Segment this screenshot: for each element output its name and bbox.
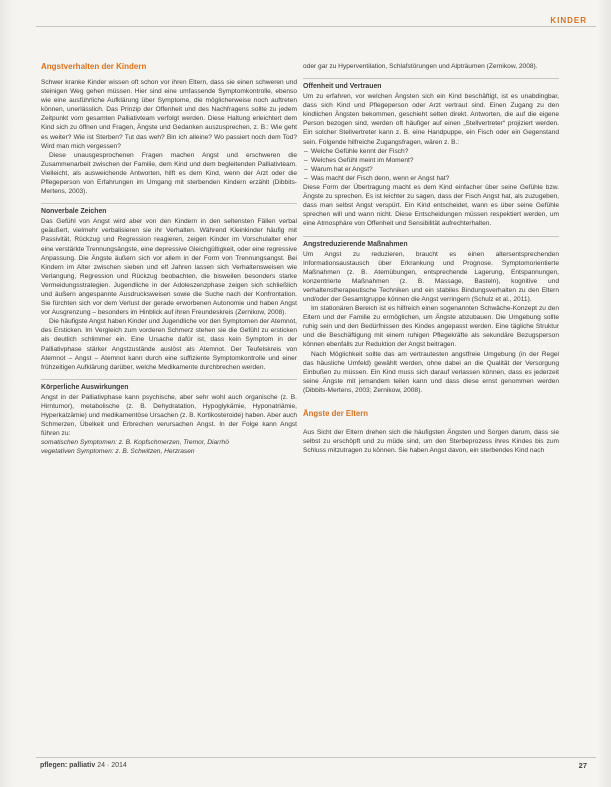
journal-name: pflegen: palliativ <box>40 762 96 769</box>
parent-fears-heading: Ängste der Eltern <box>303 409 368 418</box>
nonverbal-paragraph-2: Die häufigste Angst haben Kinder und Jugendliche vor den Symptomen der Atemnot, des Ersticken. Im Vergleich zum vorderen Schmerz stehen sie die Gefühl zu ersticken als deutlich schlimmer ein. Eine Ursache dafür ist, dass kein Symptom in der Palliativphase stärker Angstzustände auslöst als Atemnot. Der Teufelskreis von Atemnot – Angst – Atemnot kann durch eine suffiziente Symptomkontrolle und einer frühzeitigen Aufklärung darüber, welche Medikamente durchbrechen werden. <box>41 318 297 371</box>
subheading-koerperlich: Körperliche Auswirkungen <box>41 383 129 391</box>
section-tag: KINDER <box>550 16 587 25</box>
subheading-nonverbal: Nonverbale Zeichen <box>41 208 107 216</box>
list-item: – Warum hat er Angst? <box>303 165 559 174</box>
footer-rule <box>36 757 596 758</box>
list-item: – Was macht der Fisch denn, wenn er Angst hat? <box>303 174 559 183</box>
continuation-text: oder gar zu Hyperventilation, Schlafstörungen und Alpträumen (Zernikow, 2008). <box>303 63 538 70</box>
massnahmen-paragraph-2: Im stationären Bereich ist es hilfreich einen sogenannten Schwäche-Konzept zu den Eltern und der Familie zu ermöglichen, um Ängste abzubauen. Die Umgebung sollte ruhig sein und den Bedürfnissen des Kindes angepasst werden. Eine tägliche Struktur und die Beschäftigung mit einem ruhigen Pflegekräfte als sekundäre Bezugsperson können ebenfalls zur Reduktion der Angst beitragen. <box>303 305 559 349</box>
left-column <box>41 62 297 456</box>
section-divider <box>303 236 559 237</box>
page-number: 27 <box>578 761 587 770</box>
parent-fears-paragraph: Aus Sicht der Eltern drehen sich die häufigsten Ängsten und Sorgen darum, dass sie selbst zu erschöpft und zu müde sind, um den Sterbeprozess ihres Kindes bis zum Schluss mitzutragen zu können. Sie haben Angst davon, ein sterbendes Kind nach <box>303 429 559 455</box>
list-item: – Welches Gefühl meint im Moment? <box>303 156 559 165</box>
section-divider <box>41 203 297 204</box>
intro-paragraph-1: Schwer kranke Kinder wissen oft schon vor ihren Eltern, dass sie einen schweren und steinigen Weg gehen müssen. Hier sind eine umfassende Symptomkontrolle, ebenso wie eine ausführliche Aufklärung über Symptome, die möglicherweise noch auftreten können, unerlässlich. Das Prinzip der Offenheit und des Nachfragens sollte zu jedem Zeitpunkt vom gesamten Palliativteam verfolgt werden. Diese Haltung erleichtert dem Kind sich zu öffnen und Fragen, Ängste und Gedanken auszusprechen, z. B.: Wie geht es weiter? Wie ist Sterben? Tut das weh? Bin ich alleine? Wo passiert noch dem Tod? Wird man mich vergessen? <box>41 79 297 150</box>
massnahmen-paragraph-3: Nach Möglichkeit sollte das am vertrautesten angstfreie Umgebung (in der Regel das häusliche Umfeld) gewählt werden, ohne dabei an die Qualität der Versorgung Einbußen zu müssen. Ein Kind muss sich darauf verlassen können, dass es jederzeit seine Ängste mit jemandem teilen kann und dass diese ernst genommen werden (Dibbits-Mertens, 2003; Zernikow, 2008). <box>303 350 559 394</box>
koerperlich-item-1: somatischen Symptomen: z. B. Kopfschmerzen, Tremor, Diarrhö <box>41 439 229 447</box>
spacer <box>303 395 559 409</box>
right-column <box>303 62 559 455</box>
list-item: – Welche Gefühle kennt der Fisch? <box>303 147 559 156</box>
subheading-offenheit: Offenheit und Vertrauen <box>303 83 382 91</box>
header-rule <box>36 26 596 27</box>
massnahmen-paragraph-1: Um Angst zu reduzieren, braucht es einen altersentsprechenden Informationsaustausch über Erkrankung und Prognose. Symptomorientierte Maßnahmen (z. B. Atemübungen, entsprechende Lagerung, Entspannungen, konzentrierte Maßnahmen (z. B. Massage, Basteln), kognitive und verhaltenstherapeutische Techniken und ein stabiles Bindungsverhalten zu den Eltern und/oder der Gesamtgruppe können die Angst verringern (Schulz et al., 2011). <box>303 250 559 303</box>
offenheit-paragraph: Um zu erfahren, vor welchen Ängsten sich ein Kind beschäftigt, ist es unabdingbar, dass sich Kind und Pflegeperson oder Arzt vertraut sind. Einen Zugang zu den kindlichen Ängsten bekommen, geschieht selten direkt. Antworten, die auf die eigene Person bezogen sind, werden oft häufiger auf einen „Stellvertreter“ projiziert werden. Ein solcher Stellvertreter kann z. B. eine Handpuppe, ein Fisch oder ein Gegenstand sein. Folgende hilfreiche Zugangsfragen, wären z. B.: <box>303 93 559 146</box>
koerperlich-paragraph: Angst in der Palliativphase kann psychische, aber sehr wohl auch organische (z. B. Hirntumor), metabolische (z. B. Dehydratation, Hypoglykämie, Hyponatriämie, Hyperkalzämie) und medikamentöse Ursachen (z. B. Kortikosteroide) haben. Aber auch Schmerzen, Übelkeit und Erbrechen verursachen Angst. In der Folge kann Angst führen zu: <box>41 393 297 438</box>
article-heading: Angstverhalten der Kindern <box>41 62 147 71</box>
footer-journal <box>40 762 127 769</box>
section-divider <box>41 379 297 380</box>
nonverbal-paragraph-1: Das Gefühl von Angst wird aber von den Kindern in den seltensten Fällen verbal geäußert, vielmehr verbalisieren sie ihr Verhalten. Während Kleinkinder häufig mit Passivität, Rückzug und Regression reagieren, zeigen Kinder im Vorschulalter eher eine verstärkte Trennungsängste, eine depressive Gleichgültigkeit, oder eine regressive Anpassung. Die Ängste äußern sich vor allem in der Form von Trennungsangst. Bei Kindern im Alter zwischen sieben und elf Jahren lassen sich Verhaltensweisen wie Verlangung, Regression und Rückzug beobachten, die bisweilen besonders starke Vermeidungsstrategien. Jugendliche in der Adoleszenzphase zeigen sich schließlich und äußern angespannte Ausdrucksweisen sowie die Suche nach der Konfrontation. Sie fürchten sich vor dem Verlust der gerade erworbenen Autonomie und haben Angst vor Ausgrenzung – besonders im Hinblick auf ihren Freundeskreis (Zernikow, 2008). <box>41 218 297 317</box>
intro-paragraph-2: Diese unausgesprochenen Fragen machen Angst und erschweren die Zusammenarbeit zwischen der Familie, dem Kind und dem begleitenden Palliativteam. Vielleicht, als ausweichende Antworten, hilft es dem Kind, wenn der Arzt oder die Pflegeperson von Erfahrungen im Umgang mit sterbenden Kindern erzählt (Dibbits-Mertens, 2003). <box>41 151 297 196</box>
offenheit-after-paragraph: Diese Form der Übertragung macht es dem Kind einfacher über seine Gefühle bzw. Ängste zu sprechen. Es ist leichter zu sagen, dass der Fisch Angst hat, als zuzugeben, dass man selbst Angst verspürt. Ein Kind entscheidet, wann es über seine Gefühle sprechen will und wann nicht. Diese Entscheidungen müssen respektiert werden, um eine Atmosphäre von Offenheit und Sensibilität aufrechterhalten. <box>303 184 559 228</box>
koerperlich-item-2: vegetativen Symptomen: z. B. Schwitzen, Herzrasen <box>41 448 195 456</box>
section-divider <box>303 78 559 79</box>
journal-issue: 24 · 2014 <box>97 762 127 769</box>
question-list <box>303 147 559 183</box>
subheading-massnahmen: Angstreduzierende Maßnahmen <box>303 240 408 248</box>
